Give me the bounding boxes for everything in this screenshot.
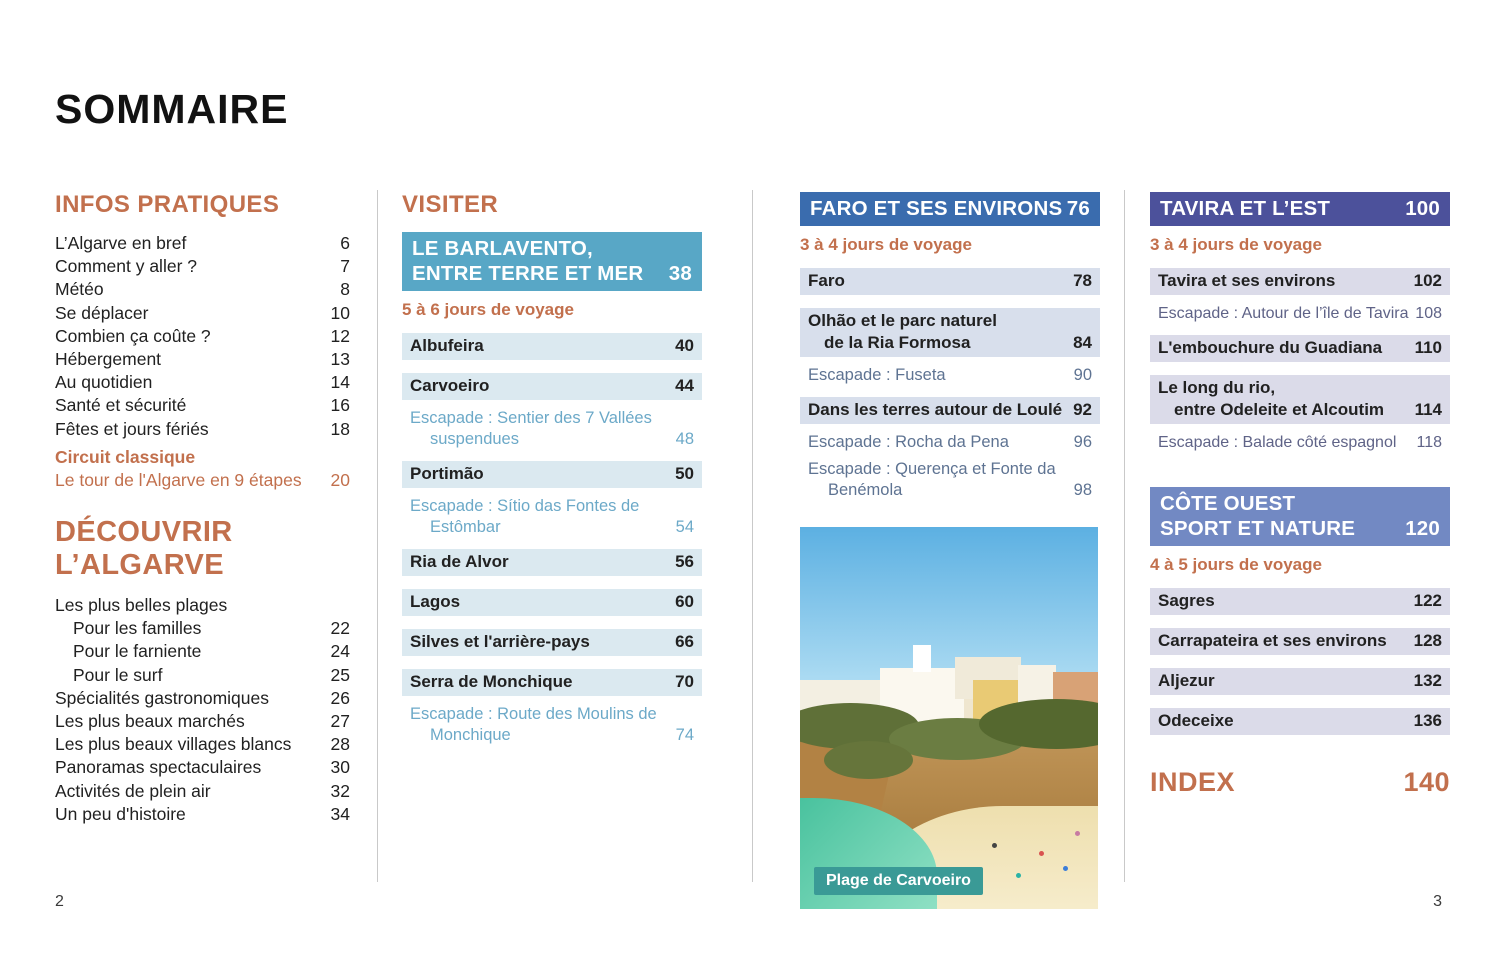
toc-item-label: Fêtes et jours fériés bbox=[55, 418, 209, 439]
toc-item-label: Panoramas spectaculaires bbox=[55, 757, 262, 778]
photo-caption: Plage de Carvoeiro bbox=[814, 867, 983, 895]
entry-label: Escapade : Sítio das Fontes de bbox=[410, 497, 640, 515]
tavira-entries bbox=[1150, 268, 1450, 453]
toc-item-label: Combien ça coûte ? bbox=[55, 325, 211, 346]
toc-entry bbox=[402, 629, 702, 656]
section-title-decouvrir-algarve bbox=[55, 516, 350, 582]
section-block-title: CÔTE OUEST bbox=[1160, 492, 1296, 515]
entry-label: Estômbar bbox=[430, 518, 501, 536]
toc-item-label: Hébergement bbox=[55, 349, 162, 370]
entry-page: 118 bbox=[1416, 434, 1442, 451]
column-faro bbox=[800, 192, 1100, 909]
toc-item-page: 14 bbox=[330, 372, 350, 393]
toc-item bbox=[55, 371, 350, 394]
toc-item bbox=[55, 232, 350, 255]
toc-item-page: 34 bbox=[330, 803, 350, 824]
toc-entry bbox=[1150, 268, 1450, 295]
toc-item-page: 13 bbox=[330, 349, 350, 370]
decouvrir-items-list bbox=[55, 594, 350, 826]
section-block-faro bbox=[800, 192, 1100, 226]
toc-item-label: Comment y aller ? bbox=[55, 256, 197, 277]
toc-item-page: 30 bbox=[330, 757, 350, 778]
toc-item bbox=[55, 302, 350, 325]
toc-item bbox=[55, 733, 350, 756]
toc-entry bbox=[1150, 708, 1450, 735]
toc-escapade bbox=[402, 496, 702, 538]
entry-label: suspendues bbox=[430, 430, 519, 448]
entry-label: Escapade : Autour de l’île de Tavira bbox=[1158, 305, 1409, 322]
entry-label: de la Ria Formosa bbox=[824, 333, 971, 352]
toc-item-page: 27 bbox=[330, 711, 350, 732]
entry-label: Escapade : Fuseta bbox=[808, 366, 946, 384]
entry-label: Escapade : Rocha da Pena bbox=[808, 433, 1009, 451]
entry-label: Olhão et le parc naturel bbox=[808, 311, 997, 330]
toc-escapade bbox=[800, 459, 1100, 501]
toc-entry bbox=[402, 333, 702, 360]
toc-entry bbox=[1150, 335, 1450, 362]
entry-label: Benémola bbox=[828, 481, 903, 499]
toc-item-page: 25 bbox=[330, 664, 350, 685]
page-number-left: 2 bbox=[55, 893, 64, 910]
circuit-items-list bbox=[55, 469, 350, 492]
toc-escapade bbox=[800, 365, 1100, 386]
toc-item bbox=[55, 418, 350, 441]
entry-page: 110 bbox=[1414, 338, 1442, 357]
column-divider bbox=[377, 190, 378, 882]
toc-item-label: Pour les familles bbox=[73, 618, 202, 639]
toc-entry bbox=[800, 308, 1100, 357]
toc-item bbox=[55, 278, 350, 301]
photo-building bbox=[913, 645, 931, 672]
toc-item-page: 6 bbox=[340, 233, 350, 253]
entry-page: 60 bbox=[675, 592, 694, 611]
section-title-line: L’ALGARVE bbox=[55, 549, 225, 582]
toc-item-label: Se déplacer bbox=[55, 302, 149, 323]
entry-page: 78 bbox=[1073, 271, 1092, 290]
entry-page: 96 bbox=[1073, 433, 1092, 451]
section-block-page: 76 bbox=[1066, 197, 1090, 220]
toc-item bbox=[55, 803, 350, 826]
entry-page: 66 bbox=[675, 632, 694, 651]
toc-item bbox=[55, 710, 350, 733]
toc-item-label: L’Algarve en bref bbox=[55, 233, 187, 253]
toc-item-label: Spécialités gastronomiques bbox=[55, 687, 270, 708]
section-block-barlavento bbox=[402, 232, 702, 291]
toc-item-label: Au quotidien bbox=[55, 372, 153, 393]
entry-page: 44 bbox=[675, 376, 694, 395]
entry-page: 50 bbox=[675, 464, 694, 483]
section-block-title: LE BARLAVENTO, bbox=[412, 237, 593, 260]
toc-entry bbox=[1150, 588, 1450, 615]
entry-label: Albufeira bbox=[410, 336, 484, 355]
duration-text: 3 à 4 jours de voyage bbox=[1150, 235, 1322, 254]
entry-label: Escapade : Balade côté espagnol bbox=[1158, 434, 1397, 451]
index-title: INDEX bbox=[1150, 767, 1236, 797]
photo-plage-de-carvoeiro bbox=[800, 527, 1098, 909]
entry-label: Escapade : Route des Moulins de bbox=[410, 705, 657, 723]
toc-entry bbox=[800, 268, 1100, 295]
section-block-page: 100 bbox=[1405, 197, 1440, 220]
entry-page: 122 bbox=[1413, 591, 1442, 610]
column-divider bbox=[1124, 190, 1125, 882]
section-block-tavira bbox=[1150, 192, 1450, 226]
toc-item-label: Activités de plein air bbox=[55, 780, 211, 801]
toc-item bbox=[55, 640, 350, 663]
section-block-page: 38 bbox=[668, 262, 692, 285]
toc-escapade bbox=[402, 704, 702, 746]
toc-item bbox=[55, 469, 350, 492]
section-title-visiter: VISITER bbox=[402, 191, 499, 218]
toc-entry bbox=[1150, 375, 1450, 424]
entry-page: 102 bbox=[1413, 271, 1442, 290]
toc-item bbox=[55, 594, 350, 617]
page-title: SOMMAIRE bbox=[55, 86, 289, 132]
duration-text: 5 à 6 jours de voyage bbox=[402, 300, 574, 319]
column-visiter-barlavento bbox=[402, 192, 702, 757]
entry-label: Carvoeiro bbox=[410, 376, 490, 395]
duration-text: 4 à 5 jours de voyage bbox=[1150, 555, 1322, 574]
cote-ouest-entries bbox=[1150, 588, 1450, 735]
toc-item-page: 32 bbox=[330, 780, 350, 801]
section-title-line: DÉCOUVRIR bbox=[55, 516, 233, 549]
entry-label: Escapade : Querença et Fonte da bbox=[808, 460, 1056, 478]
entry-page: 74 bbox=[675, 726, 694, 744]
toc-item-label: Pour le surf bbox=[73, 664, 163, 685]
toc-item-label: Un peu d'histoire bbox=[55, 803, 186, 824]
photo-beachgoer bbox=[1039, 851, 1044, 856]
toc-entry bbox=[1150, 668, 1450, 695]
entry-label: Odeceixe bbox=[1158, 711, 1234, 730]
entry-page: 40 bbox=[675, 336, 694, 355]
toc-entry bbox=[402, 373, 702, 400]
toc-item bbox=[55, 394, 350, 417]
entry-label: L'embouchure du Guadiana bbox=[1158, 338, 1383, 357]
photo-beachgoer bbox=[992, 843, 997, 848]
toc-item-page: 16 bbox=[330, 395, 350, 416]
entry-label: Serra de Monchique bbox=[410, 672, 573, 691]
toc-item-label: Les plus belles plages bbox=[55, 595, 228, 616]
toc-entry bbox=[402, 669, 702, 696]
toc-item bbox=[55, 617, 350, 640]
toc-item-page: 28 bbox=[330, 734, 350, 755]
toc-item bbox=[55, 687, 350, 710]
infos-items-list bbox=[55, 232, 350, 441]
toc-escapade bbox=[402, 408, 702, 450]
index-page: 140 bbox=[1403, 767, 1450, 797]
toc-item bbox=[55, 255, 350, 278]
toc-item-label: Pour le farniente bbox=[73, 641, 202, 662]
entry-page: 92 bbox=[1073, 400, 1092, 419]
duration-text: 3 à 4 jours de voyage bbox=[800, 235, 972, 254]
entry-label: Aljezur bbox=[1158, 671, 1215, 690]
entry-label: Lagos bbox=[410, 592, 461, 611]
toc-entry bbox=[402, 461, 702, 488]
toc-item-page: 24 bbox=[330, 641, 350, 662]
entry-label: Dans les terres autour de Loulé bbox=[808, 400, 1063, 419]
toc-item bbox=[55, 348, 350, 371]
section-block-title: SPORT ET NATURE bbox=[1160, 517, 1356, 540]
toc-entry bbox=[1150, 628, 1450, 655]
toc-entry bbox=[800, 397, 1100, 424]
column-infos-pratiques bbox=[55, 192, 350, 826]
toc-item-label: Santé et sécurité bbox=[55, 395, 187, 416]
entry-label: Le long du rio, bbox=[1158, 378, 1276, 397]
entry-page: 56 bbox=[675, 552, 694, 571]
entry-page: 128 bbox=[1413, 631, 1442, 650]
entry-label: Monchique bbox=[430, 726, 511, 744]
toc-item-label: Le tour de l'Algarve en 9 étapes bbox=[55, 469, 302, 490]
toc-entry bbox=[402, 549, 702, 576]
entry-page: 108 bbox=[1415, 305, 1442, 322]
entry-label: entre Odeleite et Alcoutim bbox=[1174, 400, 1385, 419]
toc-item-page: 10 bbox=[330, 302, 350, 323]
entry-label: Tavira et ses environs bbox=[1158, 271, 1336, 290]
entry-page: 136 bbox=[1413, 711, 1442, 730]
index-entry bbox=[1150, 767, 1450, 798]
toc-entry bbox=[402, 589, 702, 616]
column-divider bbox=[752, 190, 753, 882]
toc-item bbox=[55, 325, 350, 348]
toc-escapade bbox=[1150, 432, 1450, 453]
toc-item-page: 8 bbox=[340, 279, 350, 300]
toc-escapade bbox=[1150, 303, 1450, 324]
toc-item bbox=[55, 780, 350, 803]
section-block-cote-ouest bbox=[1150, 487, 1450, 546]
barlavento-entries bbox=[402, 333, 702, 746]
section-block-page: 120 bbox=[1405, 517, 1440, 540]
toc-item-label: Les plus beaux villages blancs bbox=[55, 734, 292, 755]
entry-page: 54 bbox=[675, 518, 694, 536]
photo-vegetation bbox=[824, 741, 913, 779]
toc-escapade bbox=[800, 432, 1100, 453]
entry-page: 90 bbox=[1073, 366, 1092, 384]
toc-item bbox=[55, 664, 350, 687]
section-title-infos-pratiques: INFOS PRATIQUES bbox=[55, 191, 280, 218]
entry-label: Faro bbox=[808, 271, 845, 290]
entry-label: Escapade : Sentier des 7 Vallées bbox=[410, 409, 652, 427]
toc-item-page: 22 bbox=[330, 618, 350, 639]
entry-label: Sagres bbox=[1158, 591, 1215, 610]
section-block-title: ENTRE TERRE ET MER bbox=[412, 262, 644, 285]
entry-label: Ria de Alvor bbox=[410, 552, 509, 571]
faro-entries bbox=[800, 268, 1100, 501]
entry-label: Silves et l'arrière-pays bbox=[410, 632, 590, 651]
toc-item-page: 18 bbox=[330, 418, 350, 439]
toc-item-page: 20 bbox=[330, 469, 350, 490]
toc-item-page: 7 bbox=[340, 256, 350, 277]
entry-page: 98 bbox=[1073, 481, 1092, 499]
entry-page: 84 bbox=[1073, 333, 1092, 352]
toc-item-label: Les plus beaux marchés bbox=[55, 711, 245, 732]
toc-item bbox=[55, 756, 350, 779]
toc-item-label: Météo bbox=[55, 279, 104, 300]
entry-label: Carrapateira et ses environs bbox=[1158, 631, 1387, 650]
section-block-title: TAVIRA ET L’EST bbox=[1160, 197, 1331, 220]
entry-page: 132 bbox=[1413, 671, 1442, 690]
page-number-right: 3 bbox=[1433, 893, 1442, 910]
entry-page: 48 bbox=[675, 430, 694, 448]
toc-item-page: 12 bbox=[330, 325, 350, 346]
entry-page: 70 bbox=[675, 672, 694, 691]
entry-label: Portimão bbox=[410, 464, 484, 483]
entry-page: 114 bbox=[1414, 400, 1442, 419]
column-tavira-cote-ouest bbox=[1150, 192, 1450, 798]
section-title-circuit-classique: Circuit classique bbox=[55, 446, 196, 467]
section-block-title: FARO ET SES ENVIRONS bbox=[810, 197, 1063, 220]
toc-item-page: 26 bbox=[330, 687, 350, 708]
